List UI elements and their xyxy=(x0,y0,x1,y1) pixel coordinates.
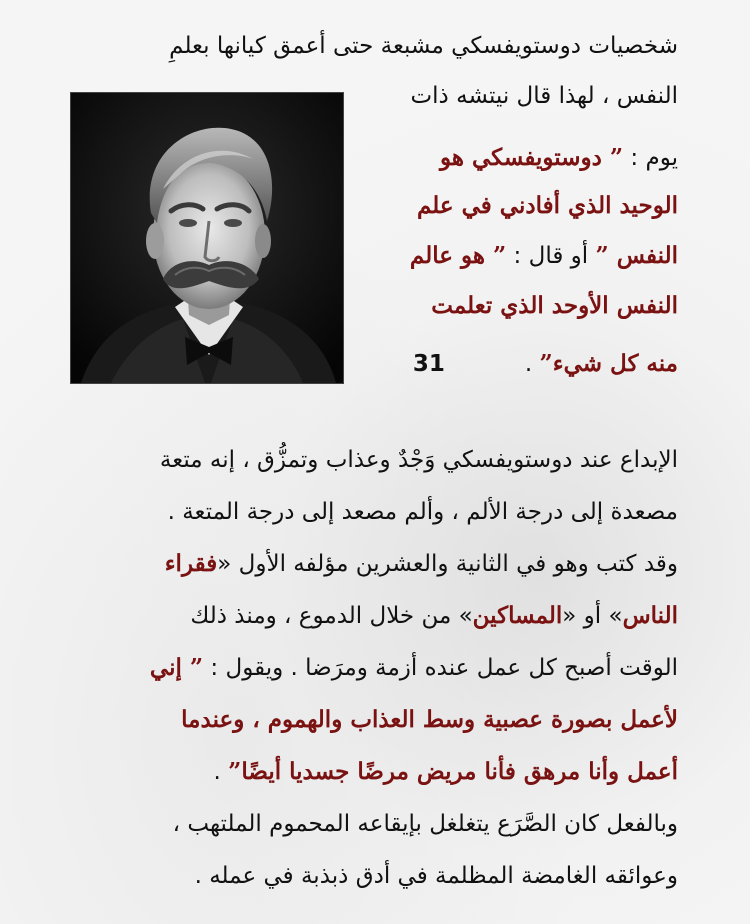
quote-text: ” هو عالم xyxy=(409,242,507,269)
text-line: شخصيات دوستويفسكي مشبعة حتى أعمق كيانها بعلمِ xyxy=(169,33,678,59)
quote-line: لأعمل بصورة عصبية وسط العذاب والهموم ، وعندما xyxy=(181,706,678,733)
nietzsche-portrait xyxy=(70,92,344,384)
text-run: . xyxy=(213,759,229,785)
quote-line: النفس الأوحد الذي تعلمت xyxy=(431,292,678,319)
text-line xyxy=(190,596,678,636)
quote-text: ” إني xyxy=(149,654,204,681)
book-title: المساكين xyxy=(472,602,563,629)
quote-text: ” دوستويفسكي هو xyxy=(439,144,624,171)
text-line xyxy=(165,544,678,584)
text-line xyxy=(150,648,678,688)
reference-number: 31 xyxy=(412,351,445,377)
text-line: وبالفعل كان الصَّرَع يتغلغل بإيقاعه المحموم الملتهب ، xyxy=(172,811,678,837)
text-run: . xyxy=(524,351,540,377)
quote-text: منه كل شيء” xyxy=(539,350,678,377)
text-line xyxy=(440,138,678,178)
quote-line: الوحيد الذي أفادني في علم xyxy=(416,192,678,219)
text-line xyxy=(413,344,678,384)
text-run: وقد كتب وهو في الثانية والعشرين مؤلفه الأول « xyxy=(217,551,678,577)
text-line: الإبداع عند دوستويفسكي وَجْدٌ وعذاب وتمزُّق ، إنه متعة xyxy=(159,447,678,473)
text-run: الوقت أصبح كل عمل عنده أزمة ومرَضا . ويقول : xyxy=(203,655,678,681)
text-line: النفس ، لهذا قال نيتشه ذات xyxy=(410,83,678,109)
text-run: » من خلال الدموع ، ومنذ ذلك xyxy=(190,603,473,629)
text-run: » أو « xyxy=(562,603,623,629)
text-run: أو قال : xyxy=(506,243,596,269)
text-run: يوم : xyxy=(623,145,678,171)
quote-text: أعمل وأنا مرهق فأنا مريض مرضًا جسديا أيضًا” xyxy=(228,758,678,785)
text-line: وعوائقه الغامضة المظلمة في أدق ذبذبة في عمله . xyxy=(194,863,678,889)
text-line xyxy=(410,236,678,276)
text-line: مصعدة إلى درجة الألم ، وألم مصعد إلى درجة المتعة . xyxy=(167,499,678,525)
text-line xyxy=(214,752,678,792)
book-title: فقراء xyxy=(164,550,218,577)
quote-text: النفس ” xyxy=(595,242,678,269)
portrait-photo xyxy=(71,93,343,383)
book-title: الناس xyxy=(622,602,678,629)
